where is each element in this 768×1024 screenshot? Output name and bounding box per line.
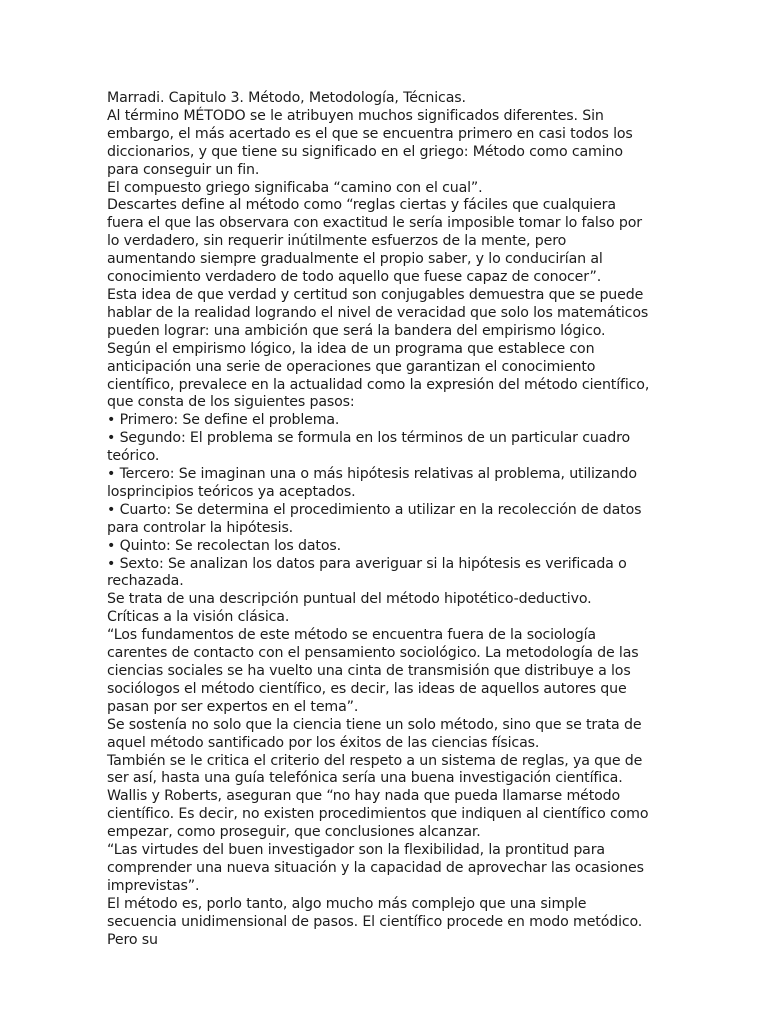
paragraph: El compuesto griego significaba “camino con el cual”. xyxy=(107,179,483,196)
list-item: • Segundo: El problema se formula en los términos de un particular cuadro teórico. xyxy=(107,430,630,465)
list-item: • Tercero: Se imaginan una o más hipótesis relativas al problema, utilizando losprincipios teóricos ya aceptados. xyxy=(107,466,637,500)
list-item: • Primero: Se define el problema. xyxy=(107,412,340,429)
paragraph: “Las virtudes del buen investigador son la flexibilidad, la prontitud para comprender una nueva situación y la capacidad de aprovechar las ocasiones imprevistas”. xyxy=(107,842,644,894)
paragraph: Se sostenía no solo que la ciencia tiene un solo método, sino que se trata de aquel método santificado por los éxitos de las ciencias físicas. xyxy=(107,716,642,751)
document-page xyxy=(107,90,652,950)
list-item: • Sexto: Se analizan los datos para averiguar si la hipótesis es verificada o rechazada. xyxy=(107,555,627,590)
paragraph: El método es, porlo tanto, algo mucho más complejo que una simple secuencia unidimensional de pasos. El científico procede en modo metódico. Pero su xyxy=(107,895,643,948)
paragraph: Al término MÉTODO se le atribuyen muchos significados diferentes. Sin embargo, el más acertado es el que se encuentra primero en casi todos los diccionarios, y que tiene su significado en el griego: Método como camino para conseguir un fin. xyxy=(107,107,633,178)
paragraph: “Los fundamentos de este método se encuentra fuera de la sociología carentes de contacto con el pensamiento sociológico. La metodología de las ciencias sociales se ha vuelto una cinta de transmisión que distribuye a los sociólogos el método científico, es decir, las ideas de aquellos autores que pasan por ser expertos en el tema”. xyxy=(107,627,639,715)
paragraph: Esta idea de que verdad y certitud son conjugables demuestra que se puede hablar de la realidad logrando el nivel de veracidad que solo los matemáticos pueden lograr: una ambición que será la bandera del empirismo lógico. xyxy=(107,286,649,339)
section-heading: Críticas a la visión clásica. xyxy=(107,609,290,626)
paragraph: Según el empirismo lógico, la idea de un programa que establece con anticipación una serie de operaciones que garantizan el conocimiento científico, prevalece en la actualidad como la expresión del método científico, que consta de los siguientes pasos: xyxy=(107,340,650,411)
list-item: • Cuarto: Se determina el procedimiento a utilizar en la recolección de datos para controlar la hipótesis. xyxy=(107,501,642,536)
list-item: • Quinto: Se recolectan los datos. xyxy=(107,537,341,554)
paragraph: Se trata de una descripción puntual del método hipotético-deductivo. xyxy=(107,591,592,608)
paragraph: Descartes define al método como “reglas ciertas y fáciles que cualquiera fuera el que las observara con exactitud le sería imposible tomar lo falso por lo verdadero, sin requerir inútilmente esfuerzos de la mente, pero aumentando siempre gradualmente el propio saber, y lo conducirían al conocimiento verdadero de todo aquello que fuese capaz de conocer”. xyxy=(107,197,642,286)
document-title: Marradi. Capitulo 3. Método, Metodología, Técnicas. xyxy=(107,90,466,106)
paragraph: Wallis y Roberts, aseguran que “no hay nada que pueda llamarse método científico. Es decir, no existen procedimientos que indiquen al científico como empezar, como proseguir, que conclusiones alcanzar. xyxy=(107,788,649,841)
paragraph: También se le critica el criterio del respeto a un sistema de reglas, ya que de ser así, hasta una guía telefónica sería una buena investigación científica. xyxy=(107,752,643,787)
